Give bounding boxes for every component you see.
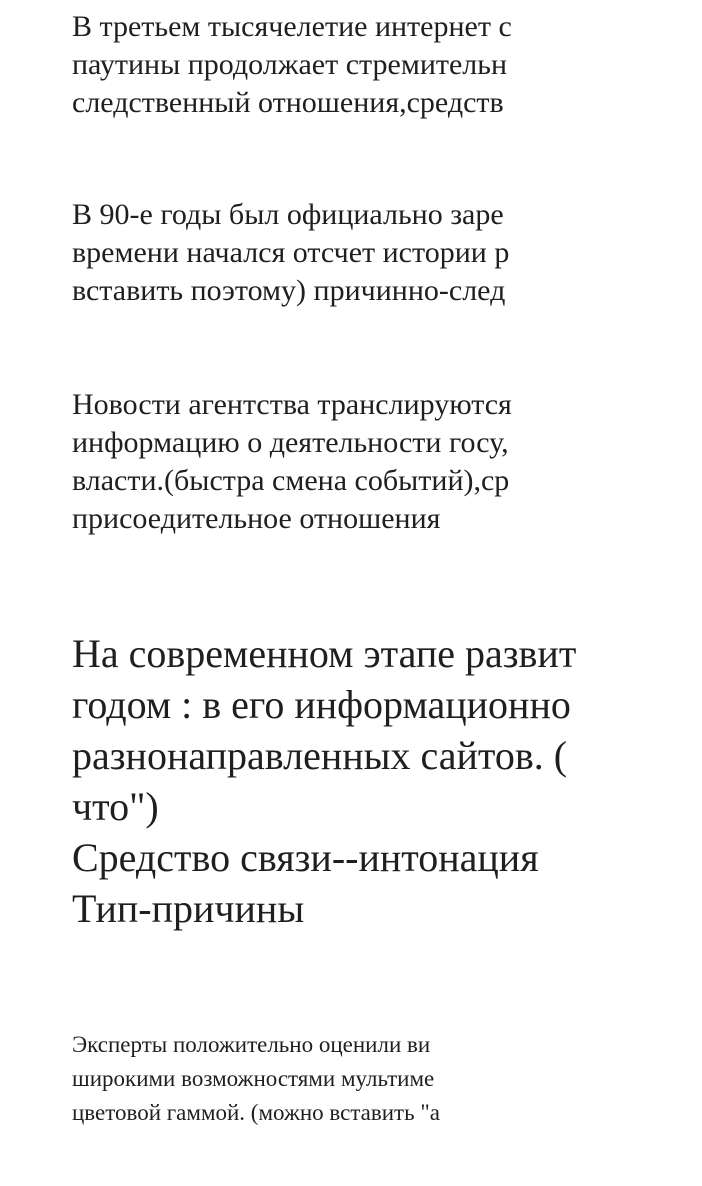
paragraph-line: В 90-е годы был официально заре [72, 198, 504, 231]
paragraph-line: вставить поэтому) причинно-след [72, 274, 506, 307]
paragraph-2 [72, 196, 509, 310]
paragraph-5 [72, 1028, 440, 1130]
paragraph-line: Эксперты положительно оценили ви [72, 1032, 431, 1057]
paragraph-line: Средство связи--интонация [72, 835, 539, 880]
paragraph-line: что") [72, 784, 159, 829]
paragraph-line: разнонаправленных сайтов. ( [72, 733, 568, 778]
paragraph-line: Тип-причины [72, 886, 305, 931]
paragraph-line: следственный отношения,средств [72, 86, 504, 119]
paragraph-line: В третьем тысячелетие интернет с [72, 10, 512, 43]
paragraph-3 [72, 386, 512, 538]
paragraph-line: власти.(быстра смена событий),ср [72, 464, 510, 497]
paragraph-line: паутины продолжает стремительн [72, 48, 507, 81]
paragraph-line: цветовой гаммой. (можно вставить "а [72, 1100, 440, 1125]
paragraph-line: На современном этапе развит [72, 631, 577, 676]
paragraph-line: Новости агентства транслируются [72, 388, 512, 421]
paragraph-line: годом : в его информационно [72, 682, 571, 727]
paragraph-line: времени начался отсчет истории р [72, 236, 510, 269]
paragraph-line: присоедительное отношения [72, 502, 441, 535]
paragraph-1 [72, 8, 512, 122]
paragraph-line: широкими возможностями мультиме [72, 1066, 435, 1091]
paragraph-4 [72, 628, 576, 934]
paragraph-line: информацию о деятельности госу, [72, 426, 509, 459]
